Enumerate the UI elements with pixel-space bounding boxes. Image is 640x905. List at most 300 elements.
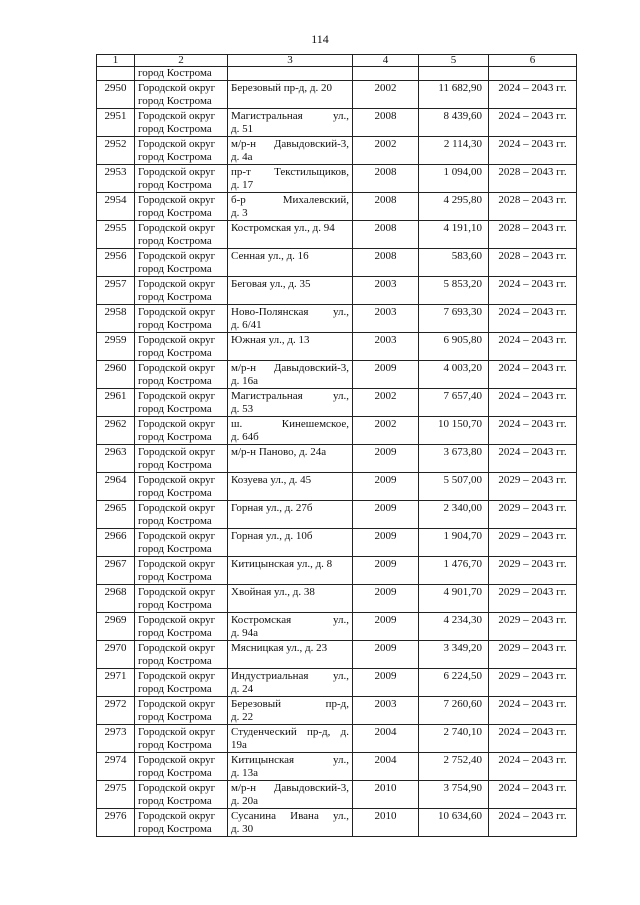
area-cell: 7 657,40 [419, 389, 489, 417]
period-cell: 2028 – 2043 гг. [489, 165, 577, 193]
row-number: 2971 [97, 669, 135, 697]
address-line: Костромская ул., [231, 614, 349, 626]
address-cell [228, 501, 353, 529]
district-line: город Кострома [138, 710, 212, 723]
area-cell: 4 234,30 [419, 613, 489, 641]
address-line: д. 20а [231, 794, 258, 807]
address-cell [228, 725, 353, 753]
district-cell [135, 389, 228, 417]
address-line: Индустриальная ул., [231, 670, 349, 682]
address-cell [228, 697, 353, 725]
row-number: 2968 [97, 585, 135, 613]
year-cell: 2009 [353, 473, 419, 501]
period-cell: 2029 – 2043 гг. [489, 529, 577, 557]
district-line: город Кострома [138, 738, 212, 751]
district-line: Городской округ [138, 446, 216, 458]
period-cell: 2024 – 2043 гг. [489, 753, 577, 781]
address-line: м/р-н Паново, д. 24а [231, 446, 327, 458]
district-line: Городской округ [138, 726, 216, 738]
period-cell: 2024 – 2043 гг. [489, 417, 577, 445]
period-cell: 2024 – 2043 гг. [489, 389, 577, 417]
address-line: м/р-н Давыдовский-3, [231, 782, 349, 794]
district-cell [135, 557, 228, 585]
row-number: 2956 [97, 249, 135, 277]
table-row [97, 193, 577, 221]
column-header: 3 [228, 55, 353, 67]
district-line: Городской округ [138, 474, 216, 486]
row-number: 2952 [97, 137, 135, 165]
year-cell: 2009 [353, 361, 419, 389]
district-cell [135, 137, 228, 165]
district-cell [135, 445, 228, 473]
district-line: город Кострома [138, 122, 212, 135]
address-cell [228, 781, 353, 809]
row-number: 2975 [97, 781, 135, 809]
address-cell [228, 109, 353, 137]
address-line: Березовый пр-д, [231, 698, 349, 710]
district-line: Городской округ [138, 754, 216, 766]
column-header: 6 [489, 55, 577, 67]
address-cell [228, 445, 353, 473]
address-cell [228, 221, 353, 249]
address-line: д. 22 [231, 710, 254, 723]
row-number: 2950 [97, 81, 135, 109]
continuation-cell [228, 67, 353, 81]
area-cell: 4 295,80 [419, 193, 489, 221]
district-cell [135, 697, 228, 725]
address-line: Хвойная ул., д. 38 [231, 586, 315, 598]
address-line: Мясницкая ул., д. 23 [231, 642, 328, 654]
row-number: 2964 [97, 473, 135, 501]
address-line: Китицынская ул., [231, 754, 349, 766]
table-row [97, 81, 577, 109]
district-cell [135, 725, 228, 753]
address-cell [228, 389, 353, 417]
period-cell: 2024 – 2043 гг. [489, 277, 577, 305]
year-cell: 2009 [353, 585, 419, 613]
page-number: 114 [311, 32, 329, 46]
area-cell: 4 191,10 [419, 221, 489, 249]
period-cell: 2029 – 2043 гг. [489, 473, 577, 501]
row-number: 2969 [97, 613, 135, 641]
row-number: 2962 [97, 417, 135, 445]
district-line: Городской округ [138, 334, 216, 346]
district-line: город Кострома [138, 374, 212, 387]
year-cell: 2009 [353, 641, 419, 669]
year-cell: 2008 [353, 221, 419, 249]
period-cell: 2028 – 2043 гг. [489, 249, 577, 277]
district-line: город Кострома [138, 178, 212, 191]
district-line: город Кострома [138, 234, 212, 247]
year-cell: 2003 [353, 697, 419, 725]
address-line: д. 53 [231, 402, 254, 415]
district-cell [135, 193, 228, 221]
address-line: д. 24 [231, 682, 254, 695]
table-row [97, 529, 577, 557]
period-cell: 2029 – 2043 гг. [489, 585, 577, 613]
year-cell: 2009 [353, 557, 419, 585]
area-cell: 2 752,40 [419, 753, 489, 781]
table-row [97, 641, 577, 669]
row-number: 2959 [97, 333, 135, 361]
address-line: Магистральная ул., [231, 110, 349, 122]
address-line: д. 3 [231, 206, 248, 219]
period-cell: 2029 – 2043 гг. [489, 501, 577, 529]
area-cell: 2 740,10 [419, 725, 489, 753]
year-cell: 2009 [353, 613, 419, 641]
district-line: Городской округ [138, 642, 216, 654]
year-cell: 2009 [353, 501, 419, 529]
year-cell: 2002 [353, 417, 419, 445]
area-cell: 10 150,70 [419, 417, 489, 445]
district-cell [135, 753, 228, 781]
district-line: город Кострома [138, 458, 212, 471]
district-line: город Кострома [138, 318, 212, 331]
district-line: город Кострома [138, 402, 212, 415]
address-cell [228, 249, 353, 277]
address-line: д. 30 [231, 822, 254, 835]
address-line: Березовый пр-д, д. 20 [231, 82, 332, 94]
table-row [97, 333, 577, 361]
address-line: Сенная ул., д. 16 [231, 250, 309, 262]
address-cell [228, 277, 353, 305]
address-line: д. 13а [231, 766, 258, 779]
table-row [97, 109, 577, 137]
address-line: Студенческий пр-д, д. [231, 726, 349, 738]
period-cell: 2029 – 2043 гг. [489, 641, 577, 669]
column-header: 2 [135, 55, 228, 67]
district-line: город Кострома [138, 626, 212, 639]
address-line: пр-т Текстильщиков, [231, 166, 349, 178]
row-number: 2958 [97, 305, 135, 333]
area-cell: 11 682,90 [419, 81, 489, 109]
district-line: Городской округ [138, 614, 216, 626]
continuation-cell [353, 67, 419, 81]
address-cell [228, 613, 353, 641]
district-line: город Кострома [138, 542, 212, 555]
table-row [97, 781, 577, 809]
district-line: Городской округ [138, 698, 216, 710]
district-line: Городской округ [138, 418, 216, 430]
year-cell: 2003 [353, 305, 419, 333]
area-cell: 3 673,80 [419, 445, 489, 473]
table-row [97, 585, 577, 613]
district-line: город Кострома [138, 822, 212, 835]
district-line: город Кострома [138, 570, 212, 583]
address-cell [228, 361, 353, 389]
address-cell [228, 417, 353, 445]
row-number: 2965 [97, 501, 135, 529]
address-line: Козуева ул., д. 45 [231, 474, 312, 486]
table-body [97, 55, 577, 837]
district-cell [135, 249, 228, 277]
district-line: Городской округ [138, 222, 216, 234]
address-line: б-р Михалевский, [231, 194, 349, 206]
district-cell [135, 81, 228, 109]
address-cell [228, 753, 353, 781]
district-line: Городской округ [138, 250, 216, 262]
address-line: Горная ул., д. 10б [231, 530, 313, 542]
row-number: 2973 [97, 725, 135, 753]
district-cell [135, 669, 228, 697]
address-line: д. 94а [231, 626, 258, 639]
year-cell: 2009 [353, 445, 419, 473]
district-line: Городской округ [138, 362, 216, 374]
row-number: 2955 [97, 221, 135, 249]
table-row [97, 445, 577, 473]
row-number: 2957 [97, 277, 135, 305]
address-cell [228, 81, 353, 109]
year-cell: 2003 [353, 333, 419, 361]
address-line: Сусанина Ивана ул., [231, 810, 349, 822]
area-cell: 10 634,60 [419, 809, 489, 837]
year-cell: 2009 [353, 529, 419, 557]
table-row [97, 557, 577, 585]
year-cell: 2004 [353, 753, 419, 781]
address-cell [228, 669, 353, 697]
address-line: д. 17 [231, 178, 254, 191]
row-number: 2966 [97, 529, 135, 557]
area-cell: 1 094,00 [419, 165, 489, 193]
district-cell [135, 473, 228, 501]
period-cell: 2024 – 2043 гг. [489, 781, 577, 809]
continuation-cell [419, 67, 489, 81]
table-row [97, 277, 577, 305]
continuation-cell [97, 67, 135, 81]
table-row [97, 249, 577, 277]
row-number: 2961 [97, 389, 135, 417]
row-number: 2960 [97, 361, 135, 389]
address-line: д. 4а [231, 150, 253, 163]
area-cell: 3 754,90 [419, 781, 489, 809]
area-cell: 7 260,60 [419, 697, 489, 725]
address-line: д. 16а [231, 374, 258, 387]
row-number: 2951 [97, 109, 135, 137]
address-line: Костромская ул., д. 94 [231, 222, 335, 234]
row-number: 2970 [97, 641, 135, 669]
district-line: город Кострома [138, 766, 212, 779]
table-row [97, 809, 577, 837]
period-cell: 2024 – 2043 гг. [489, 725, 577, 753]
year-cell: 2008 [353, 249, 419, 277]
year-cell: 2002 [353, 81, 419, 109]
district-line: Городской округ [138, 586, 216, 598]
district-cell [135, 361, 228, 389]
address-line: м/р-н Давыдовский-3, [231, 362, 349, 374]
table-row [97, 613, 577, 641]
period-cell: 2028 – 2043 гг. [489, 221, 577, 249]
table-row [97, 389, 577, 417]
district-line: Городской округ [138, 502, 216, 514]
table-row [97, 221, 577, 249]
year-cell: 2010 [353, 781, 419, 809]
address-line: д. 6/41 [231, 318, 262, 331]
column-header: 1 [97, 55, 135, 67]
district-line: город Кострома [138, 654, 212, 667]
table-row [97, 165, 577, 193]
district-cell [135, 305, 228, 333]
district-line: Городской округ [138, 82, 216, 94]
table-row [97, 361, 577, 389]
district-line: Городской округ [138, 278, 216, 290]
year-cell: 2008 [353, 165, 419, 193]
continuation-row [97, 67, 577, 81]
column-number-row [97, 55, 577, 67]
area-cell: 583,60 [419, 249, 489, 277]
period-cell: 2024 – 2043 гг. [489, 109, 577, 137]
district-line: город Кострома [138, 486, 212, 499]
district-line: Городской округ [138, 810, 216, 822]
table-row [97, 137, 577, 165]
district-line: город Кострома [138, 94, 212, 107]
row-number: 2972 [97, 697, 135, 725]
table-row [97, 417, 577, 445]
district-cell [135, 613, 228, 641]
row-number: 2974 [97, 753, 135, 781]
year-cell: 2002 [353, 389, 419, 417]
period-cell: 2028 – 2043 гг. [489, 193, 577, 221]
address-line: 19а [231, 738, 247, 751]
row-number: 2954 [97, 193, 135, 221]
area-cell: 5 507,00 [419, 473, 489, 501]
row-number: 2976 [97, 809, 135, 837]
year-cell: 2010 [353, 809, 419, 837]
address-cell [228, 193, 353, 221]
area-cell: 6 905,80 [419, 333, 489, 361]
district-line: город Кострома [138, 262, 212, 275]
row-number: 2953 [97, 165, 135, 193]
address-cell [228, 557, 353, 585]
table-row [97, 753, 577, 781]
address-cell [228, 137, 353, 165]
address-line: д. 51 [231, 122, 254, 135]
period-cell: 2024 – 2043 гг. [489, 333, 577, 361]
address-line: Беговая ул., д. 35 [231, 278, 311, 290]
district-line: Городской округ [138, 782, 216, 794]
district-cell [135, 165, 228, 193]
district-line: Городской округ [138, 670, 216, 682]
table-row [97, 725, 577, 753]
column-header: 4 [353, 55, 419, 67]
year-cell: 2002 [353, 137, 419, 165]
area-cell: 6 224,50 [419, 669, 489, 697]
address-line: Ново-Полянская ул., [231, 306, 349, 318]
period-cell: 2029 – 2043 гг. [489, 669, 577, 697]
area-cell: 3 349,20 [419, 641, 489, 669]
district-line: город Кострома [138, 794, 212, 807]
address-line: Южная ул., д. 13 [231, 334, 310, 346]
period-cell: 2024 – 2043 гг. [489, 697, 577, 725]
district-line: Городской округ [138, 110, 216, 122]
district-line: город Кострома [138, 150, 212, 163]
district-line: Городской округ [138, 558, 216, 570]
district-line: Городской округ [138, 194, 216, 206]
address-line: м/р-н Давыдовский-3, [231, 138, 349, 150]
period-cell: 2024 – 2043 гг. [489, 81, 577, 109]
table-row [97, 669, 577, 697]
period-cell: 2024 – 2043 гг. [489, 809, 577, 837]
table-row [97, 501, 577, 529]
district-cell [135, 529, 228, 557]
area-cell: 2 340,00 [419, 501, 489, 529]
address-cell [228, 641, 353, 669]
year-cell: 2003 [353, 277, 419, 305]
district-line: город Кострома [138, 346, 212, 359]
district-cell [135, 417, 228, 445]
continuation-cell [489, 67, 577, 81]
area-cell: 1 904,70 [419, 529, 489, 557]
district-cell [135, 585, 228, 613]
district-cell [135, 501, 228, 529]
address-line: д. 64б [231, 430, 259, 443]
area-cell: 1 476,70 [419, 557, 489, 585]
period-cell: 2029 – 2043 гг. [489, 557, 577, 585]
period-cell: 2024 – 2043 гг. [489, 445, 577, 473]
district-line: город Кострома [138, 514, 212, 527]
district-line: город Кострома [138, 598, 212, 611]
address-line: Горная ул., д. 27б [231, 502, 313, 514]
district-cell [135, 333, 228, 361]
period-cell: 2024 – 2043 гг. [489, 361, 577, 389]
area-cell: 4 901,70 [419, 585, 489, 613]
period-cell: 2024 – 2043 гг. [489, 137, 577, 165]
address-cell [228, 473, 353, 501]
period-cell: 2029 – 2043 гг. [489, 613, 577, 641]
year-cell: 2009 [353, 669, 419, 697]
address-cell [228, 529, 353, 557]
district-line: Городской округ [138, 530, 216, 542]
district-cell [135, 109, 228, 137]
address-cell [228, 585, 353, 613]
district-line: город Кострома [138, 430, 212, 443]
housing-register-table [96, 54, 577, 837]
area-cell: 2 114,30 [419, 137, 489, 165]
row-number: 2967 [97, 557, 135, 585]
row-number: 2963 [97, 445, 135, 473]
district-cell [135, 781, 228, 809]
area-cell: 7 693,30 [419, 305, 489, 333]
period-cell: 2024 – 2043 гг. [489, 305, 577, 333]
table-row [97, 473, 577, 501]
district-cell [135, 809, 228, 837]
district-cell [135, 221, 228, 249]
area-cell: 8 439,60 [419, 109, 489, 137]
area-cell: 4 003,20 [419, 361, 489, 389]
continuation-district: город Кострома [135, 67, 228, 81]
year-cell: 2008 [353, 193, 419, 221]
table-row [97, 697, 577, 725]
column-header: 5 [419, 55, 489, 67]
district-line: Городской округ [138, 390, 216, 402]
address-cell [228, 165, 353, 193]
district-cell [135, 641, 228, 669]
address-cell [228, 333, 353, 361]
address-cell [228, 809, 353, 837]
address-cell [228, 305, 353, 333]
district-line: город Кострома [138, 290, 212, 303]
district-line: Городской округ [138, 166, 216, 178]
year-cell: 2004 [353, 725, 419, 753]
district-line: Городской округ [138, 138, 216, 150]
address-line: ш. Кинешемское, [231, 418, 349, 430]
table-row [97, 305, 577, 333]
district-line: Городской округ [138, 306, 216, 318]
year-cell: 2008 [353, 109, 419, 137]
district-line: город Кострома [138, 682, 212, 695]
address-line: Магистральная ул., [231, 390, 349, 402]
area-cell: 5 853,20 [419, 277, 489, 305]
address-line: Китицынская ул., д. 8 [231, 558, 333, 570]
